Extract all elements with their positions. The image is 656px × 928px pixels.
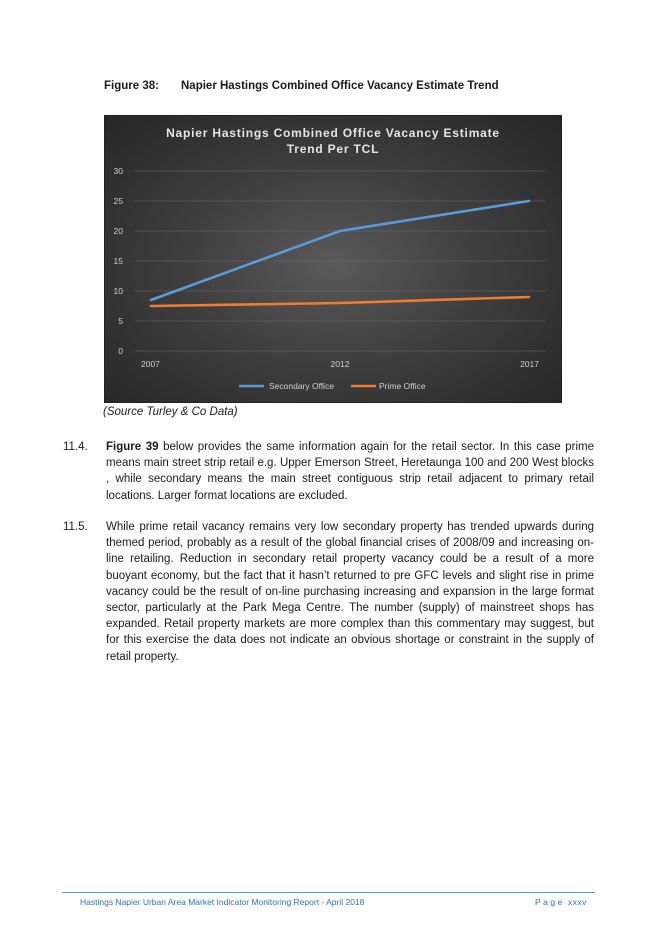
footer-divider [62,892,595,893]
figure-reference: Figure 39 [106,441,159,453]
y-tick-label: 20 [113,226,123,236]
x-tick-label: 2012 [330,359,350,369]
paragraph-text [106,519,594,665]
data-point [528,200,530,202]
y-tick-label: 30 [113,166,123,176]
legend-label: Prime Office [379,381,426,391]
data-point [339,230,341,232]
y-tick-label: 15 [113,256,123,266]
footer-page-value: xxxv [567,897,587,907]
y-tick-label: 25 [113,196,123,206]
paragraph-number: 11.5. [63,521,88,533]
paragraph-body: While prime retail vacancy remains very low secondary property has trended upwards during themed period, probably as a result of the global financial crises of 2008/09 and increasing on-line retailing. Reduction in secondary retail property vacancy could be a result of a more buoyant economy, but the fact that it hasn’t returned to pre GFC levels and slight rise in prime vacancy could be the result of on-line purchasing increasing and expansion in the large format sector, particularly at the Park Mega Centre. The number (supply) of mainstreet shops has expanded. Retail property markets are more complex than this commentary may suggest, but for this exercise the data does not indicate an obvious shortage or constraint in the supply of retail property. [106,521,594,663]
x-tick-label: 2017 [520,359,539,369]
y-tick-label: 10 [113,286,123,296]
chart-title-line-1: Napier Hastings Combined Office Vacancy Estimate [166,126,500,140]
figure-number: Figure 38: [104,80,159,92]
y-tick-label: 0 [118,346,123,356]
legend-label: Secondary Office [269,381,335,391]
paragraph-11-4 [63,439,594,504]
chart-title-line-2: Trend Per TCL [286,142,380,156]
x-tick-label: 2007 [141,359,160,369]
paragraph-number: 11.4. [63,441,88,453]
figure-source: (Source Turley & Co Data) [103,406,238,418]
footer-page-number [535,897,587,907]
chart-svg [105,116,561,402]
paragraph-text [106,439,594,504]
paragraph-11-5 [63,519,594,665]
figure-title: Napier Hastings Combined Office Vacancy Estimate Trend [181,80,499,92]
figure-heading [104,80,499,92]
series-line-prime-office [151,297,529,306]
footer-report-title: Hastings Napier Urban Area Market Indicator Monitoring Report - April 2018 [80,897,365,907]
office-vacancy-chart [104,115,562,403]
footer-page-label: Page [535,897,565,907]
data-point [150,305,152,307]
data-point [150,299,152,301]
series-line-secondary-office [151,201,529,300]
paragraph-body: below provides the same information again for the retail sector. In this case prime means main street strip retail e.g. Upper Emerson Street, Heretaunga 100 and 200 West blocks , while secondary means the main street contiguous strip retail adjacent to primary retail locations. Larger format locations are excluded. [106,441,594,502]
data-point [339,302,341,304]
y-tick-label: 5 [118,316,123,326]
data-point [528,296,530,298]
